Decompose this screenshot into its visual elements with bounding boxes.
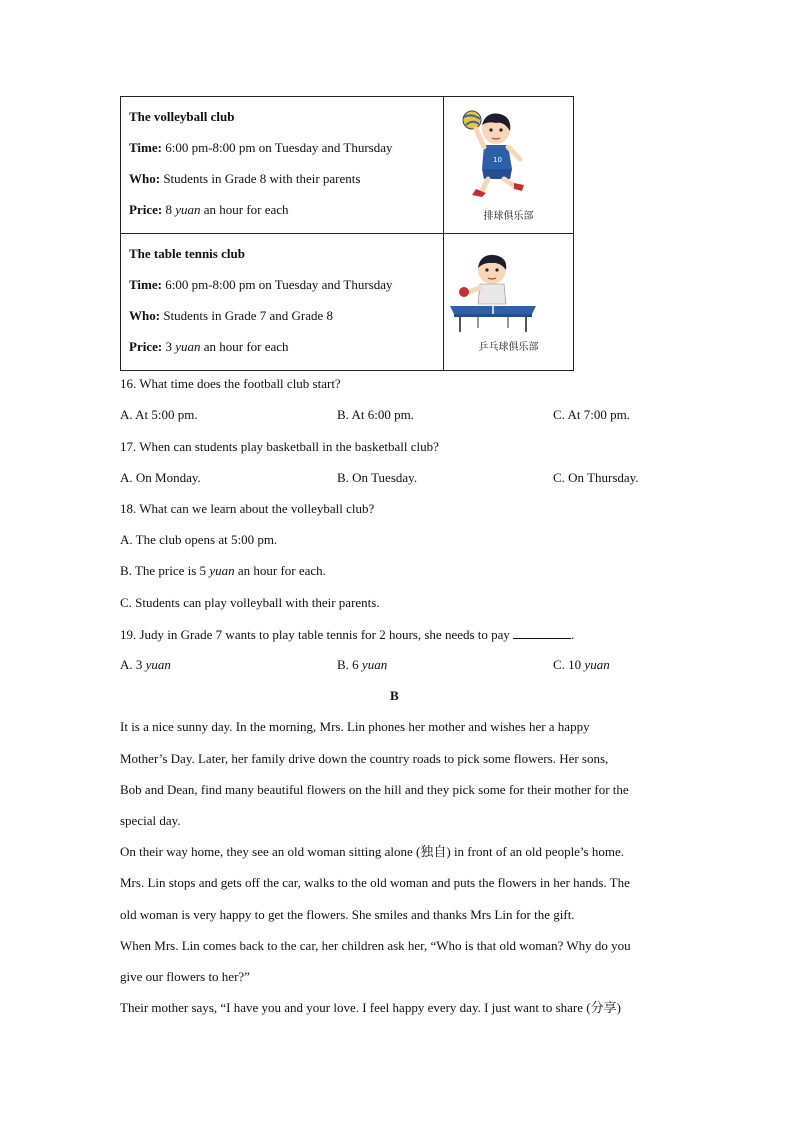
option-text: B. The price is 5: [120, 563, 207, 578]
q19-option-a: [120, 657, 171, 673]
svg-text:10: 10: [493, 156, 502, 164]
clubs-table: [120, 96, 574, 371]
option-unit: yuan: [145, 657, 171, 672]
price-label: Price:: [129, 202, 163, 217]
question-text: 19. Judy in Grade 7 wants to play table tennis for 2 hours, she needs to pay: [120, 627, 510, 642]
price-unit: yuan: [175, 202, 201, 217]
option-unit: yuan: [209, 563, 235, 578]
option-text: A. 3: [120, 657, 143, 672]
passage-line: Mother’s Day. Later, her family drive down the country roads to pick some flowers. Her sons,: [120, 751, 609, 766]
question-16: 16. What time does the football club start?: [120, 376, 341, 391]
price-number: 3: [165, 339, 172, 354]
q16-option-b: B. At 6:00 pm.: [337, 407, 414, 422]
volleyball-picture-cell: [444, 97, 574, 234]
price-label: Price:: [129, 339, 163, 354]
option-text: B. 6: [337, 657, 359, 672]
price-rest: an hour for each: [203, 339, 289, 354]
who-value: Students in Grade 7 and Grade 8: [163, 308, 333, 323]
time-value: 6:00 pm-8:00 pm on Tuesday and Thursday: [165, 140, 393, 155]
time-label: Time:: [129, 140, 162, 155]
time-label: Time:: [129, 277, 162, 292]
volleyball-club-info: [121, 97, 444, 234]
who-label: Who:: [129, 308, 161, 323]
club-price: [129, 202, 443, 217]
q19-option-b: [337, 657, 387, 673]
price-unit: yuan: [175, 339, 201, 354]
passage-line: special day.: [120, 813, 181, 828]
club-title: The table tennis club: [129, 246, 245, 261]
club-who: [129, 308, 443, 323]
q18-option-b: [120, 563, 326, 579]
who-value: Students in Grade 8 with their parents: [163, 171, 361, 186]
club-title: The volleyball club: [129, 109, 235, 124]
option-text: C. 10: [553, 657, 582, 672]
q17-option-a: A. On Monday.: [120, 470, 201, 485]
price-rest: an hour for each: [203, 202, 289, 217]
passage-line: Mrs. Lin stops and gets off the car, walks to the old woman and puts the flowers in her hands. The: [120, 875, 630, 890]
table-tennis-player-icon: [448, 248, 538, 343]
option-unit: yuan: [584, 657, 610, 672]
club-price: [129, 339, 443, 354]
club-time: [129, 277, 443, 292]
q16-option-c: C. At 7:00 pm.: [553, 407, 630, 422]
volleyball-club-row: [121, 97, 574, 234]
table-tennis-club-info: [121, 234, 444, 371]
club-who: [129, 171, 443, 186]
price-number: 8: [165, 202, 172, 217]
section-heading: B: [390, 688, 399, 703]
q19-option-c: [553, 657, 610, 673]
question-19: 19. Judy in Grade 7 wants to play table tennis for 2 hours, she needs to pay .: [120, 627, 575, 642]
option-unit: yuan: [361, 657, 388, 672]
passage-line: When Mrs. Lin comes back to the car, her children ask her, “Who is that old woman? Why do you: [120, 938, 631, 953]
q18-option-a: A. The club opens at 5:00 pm.: [120, 532, 278, 547]
question-18: 18. What can we learn about the volleyball club?: [120, 501, 375, 516]
passage-line: old woman is very happy to get the flowers. She smiles and thanks Mrs Lin for the gift.: [120, 907, 575, 922]
table-tennis-club-row: [121, 234, 574, 371]
passage-line: Their mother says, “I have you and your love. I feel happy every day. I just want to share (分享): [120, 1000, 621, 1015]
option-text-rest: an hour for each.: [237, 563, 326, 578]
q18-option-c: C. Students can play volleyball with their parents.: [120, 595, 380, 610]
passage-line: On their way home, they see an old woman sitting alone (独自) in front of an old people’s home.: [120, 844, 624, 859]
q17-option-b: B. On Tuesday.: [337, 470, 418, 485]
q17-option-c: C. On Thursday.: [553, 470, 639, 485]
passage-line: give our flowers to her?”: [120, 969, 250, 984]
passage-line: It is a nice sunny day. In the morning, Mrs. Lin phones her mother and wishes her a happy: [120, 719, 590, 734]
time-value: 6:00 pm-8:00 pm on Tuesday and Thursday: [165, 277, 393, 292]
volleyball-caption: 排球俱乐部: [483, 211, 534, 222]
table-tennis-caption: 乒乓球俱乐部: [478, 342, 539, 353]
q16-option-a: A. At 5:00 pm.: [120, 407, 198, 422]
club-time: [129, 140, 443, 155]
passage-line: Bob and Dean, find many beautiful flowers on the hill and they pick some for their mother for the: [120, 782, 629, 797]
answer-blank: [513, 626, 571, 639]
table-tennis-picture-cell: [444, 234, 574, 371]
who-label: Who:: [129, 171, 161, 186]
volleyball-player-icon: [458, 107, 548, 202]
question-17: 17. When can students play basketball in the basketball club?: [120, 439, 439, 454]
